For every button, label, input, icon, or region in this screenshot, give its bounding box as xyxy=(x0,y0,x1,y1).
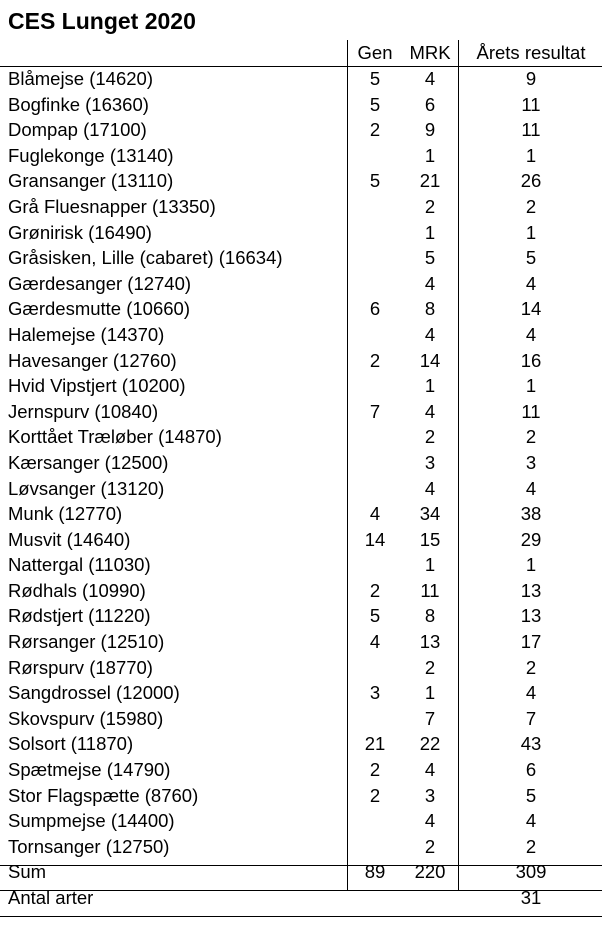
result-value: 11 xyxy=(521,119,541,141)
result-value: 43 xyxy=(520,733,542,755)
species-name: Gærdesanger (12740) xyxy=(8,272,192,294)
result-value: 1 xyxy=(525,221,537,243)
species-name: Gærdesmutte (10660) xyxy=(8,298,191,320)
species-name: Nattergal (11030) xyxy=(8,554,151,576)
species-name: Halemejse (14370) xyxy=(8,323,165,345)
species-name: Havesanger (12760) xyxy=(8,349,177,371)
result-value: 26 xyxy=(520,170,542,192)
mrk-value: 8 xyxy=(424,298,436,320)
species-name: Hvid Vipstjert (10200) xyxy=(8,375,186,397)
table-row xyxy=(0,450,615,476)
species-name: Gråsisken, Lille (cabaret) (16634) xyxy=(8,247,283,269)
table-row xyxy=(0,245,615,271)
result-value: 4 xyxy=(525,682,537,704)
gen-value: 2 xyxy=(369,579,381,601)
table-row xyxy=(0,143,615,169)
table-row xyxy=(0,117,615,143)
sum-result: 309 xyxy=(515,861,547,883)
table-row xyxy=(0,348,615,374)
table-row xyxy=(0,66,615,92)
sum-top-rule xyxy=(0,865,602,866)
species-name: Grå Fluesnapper (13350) xyxy=(8,195,216,217)
result-value: 2 xyxy=(525,656,537,678)
species-name: Solsort (11870) xyxy=(8,733,134,755)
species-name: Rødhals (10990) xyxy=(8,579,146,601)
species-name: Løvsanger (13120) xyxy=(8,477,165,499)
mrk-value: 11 xyxy=(420,579,440,601)
table-row xyxy=(0,373,615,399)
header-gen: Gen xyxy=(357,42,393,63)
gen-value: 5 xyxy=(369,68,381,89)
table-row xyxy=(0,629,615,655)
result-value: 14 xyxy=(520,298,542,320)
table-row xyxy=(0,220,615,246)
species-name: Blåmejse (14620) xyxy=(8,68,153,89)
sum-mrk: 220 xyxy=(414,861,446,883)
species-name: Jernspurv (10840) xyxy=(8,400,159,422)
header-mrk: MRK xyxy=(409,42,451,63)
column-divider-gen xyxy=(347,40,348,890)
table-row xyxy=(0,834,615,860)
mrk-value: 4 xyxy=(424,400,436,422)
result-value: 3 xyxy=(525,451,537,473)
species-name: Skovspurv (15980) xyxy=(8,707,164,729)
result-value: 29 xyxy=(520,528,542,550)
result-value: 4 xyxy=(525,810,537,832)
result-value: 38 xyxy=(520,503,542,525)
results-table xyxy=(0,40,615,911)
species-name: Sumpmejse (14400) xyxy=(8,810,175,832)
result-value: 2 xyxy=(525,195,537,217)
species-name: Rødstjert (11220) xyxy=(8,605,151,627)
table-row xyxy=(0,168,615,194)
result-value: 4 xyxy=(525,323,537,345)
result-value: 2 xyxy=(525,426,537,448)
result-value: 4 xyxy=(525,272,537,294)
result-value: 16 xyxy=(520,349,542,371)
gen-value: 5 xyxy=(369,170,381,192)
mrk-value: 5 xyxy=(424,247,436,269)
gen-value: 21 xyxy=(364,733,386,755)
mrk-value: 1 xyxy=(424,375,436,397)
mrk-value: 14 xyxy=(419,349,441,371)
table-row xyxy=(0,424,615,450)
table-row xyxy=(0,399,615,425)
table-row xyxy=(0,194,615,220)
table-row xyxy=(0,322,615,348)
page-title: CES Lunget 2020 xyxy=(8,8,196,34)
table-row xyxy=(0,757,615,783)
species-name: Rørsanger (12510) xyxy=(8,631,165,653)
species-name: Rørspurv (18770) xyxy=(8,656,153,678)
mrk-value: 21 xyxy=(419,170,441,192)
mrk-value: 9 xyxy=(424,119,436,141)
species-name: Sangdrossel (12000) xyxy=(8,682,180,704)
species-name: Spætmejse (14790) xyxy=(8,759,171,781)
species-count-result: 31 xyxy=(520,887,542,908)
mrk-value: 4 xyxy=(424,323,436,345)
gen-value: 5 xyxy=(369,93,381,115)
table-row xyxy=(0,731,615,757)
result-value: 1 xyxy=(525,375,537,397)
species-name: Kærsanger (12500) xyxy=(8,451,169,473)
species-name: Korttået Træløber (14870) xyxy=(8,426,222,448)
species-name: Grønirisk (16490) xyxy=(8,221,152,243)
result-value: 13 xyxy=(520,579,542,601)
table-row xyxy=(0,552,615,578)
table-row xyxy=(0,92,615,118)
gen-value: 4 xyxy=(369,503,381,525)
mrk-value: 3 xyxy=(424,451,436,473)
table-row xyxy=(0,271,615,297)
mrk-value: 13 xyxy=(419,631,441,653)
gen-value: 2 xyxy=(369,119,381,141)
mrk-value: 22 xyxy=(419,733,441,755)
mrk-value: 15 xyxy=(419,528,441,550)
table-row xyxy=(0,783,615,809)
table-row xyxy=(0,296,615,322)
sum-label: Sum xyxy=(8,861,47,883)
result-value: 5 xyxy=(525,247,537,269)
gen-value: 4 xyxy=(369,631,381,653)
species-name: Munk (12770) xyxy=(8,503,123,525)
mrk-value: 6 xyxy=(424,93,436,115)
result-value: 5 xyxy=(525,784,537,806)
result-value: 2 xyxy=(525,835,537,857)
result-value: 1 xyxy=(525,144,537,166)
result-value: 13 xyxy=(520,605,542,627)
mrk-value: 2 xyxy=(424,195,436,217)
gen-value: 5 xyxy=(369,605,381,627)
mrk-value: 1 xyxy=(424,554,436,576)
mrk-value: 4 xyxy=(424,68,436,89)
header-rule xyxy=(0,66,602,67)
gen-value: 14 xyxy=(364,528,386,550)
species-name: Gransanger (13110) xyxy=(8,170,174,192)
gen-value: 6 xyxy=(369,298,381,320)
table-body xyxy=(0,66,615,859)
mrk-value: 2 xyxy=(424,426,436,448)
sum-row xyxy=(0,859,615,885)
mrk-value: 4 xyxy=(424,272,436,294)
gen-value: 2 xyxy=(369,784,381,806)
mrk-value: 1 xyxy=(424,221,436,243)
table-row xyxy=(0,655,615,681)
species-name: Fuglekonge (13140) xyxy=(8,144,174,166)
table-bottom-rule xyxy=(0,916,602,917)
mrk-value: 34 xyxy=(419,503,441,525)
species-count-label: Antal arter xyxy=(8,887,94,908)
species-name: Bogfinke (16360) xyxy=(8,93,149,115)
gen-value: 3 xyxy=(369,682,381,704)
mrk-value: 8 xyxy=(424,605,436,627)
result-value: 4 xyxy=(525,477,537,499)
result-value: 9 xyxy=(525,68,537,89)
species-name: Tornsanger (12750) xyxy=(8,835,170,857)
result-value: 6 xyxy=(525,759,537,781)
result-value: 11 xyxy=(521,400,541,422)
table-row xyxy=(0,808,615,834)
table-row xyxy=(0,603,615,629)
result-value: 1 xyxy=(525,554,537,576)
result-value: 17 xyxy=(520,631,542,653)
species-name: Stor Flagspætte (8760) xyxy=(8,784,199,806)
gen-value: 2 xyxy=(369,759,381,781)
species-name: Musvit (14640) xyxy=(8,528,131,550)
mrk-value: 1 xyxy=(424,144,436,166)
mrk-value: 3 xyxy=(424,784,436,806)
result-value: 7 xyxy=(525,707,537,729)
mrk-value: 4 xyxy=(424,477,436,499)
table-row xyxy=(0,578,615,604)
sum-gen: 89 xyxy=(364,861,386,883)
mrk-value: 7 xyxy=(424,707,436,729)
table-row xyxy=(0,706,615,732)
table-row xyxy=(0,680,615,706)
species-count-row xyxy=(0,885,615,911)
result-value: 11 xyxy=(521,93,541,115)
header-result: Årets resultat xyxy=(476,42,586,63)
gen-value: 7 xyxy=(369,400,381,422)
mrk-value: 4 xyxy=(424,759,436,781)
sum-bottom-rule xyxy=(0,890,602,891)
mrk-value: 2 xyxy=(424,835,436,857)
table-header-row xyxy=(0,40,615,66)
table-row xyxy=(0,527,615,553)
column-divider-result xyxy=(458,40,459,890)
species-name: Dompap (17100) xyxy=(8,119,147,141)
gen-value: 2 xyxy=(369,349,381,371)
mrk-value: 1 xyxy=(424,682,436,704)
table-row xyxy=(0,501,615,527)
mrk-value: 4 xyxy=(424,810,436,832)
table-row xyxy=(0,476,615,502)
mrk-value: 2 xyxy=(424,656,436,678)
